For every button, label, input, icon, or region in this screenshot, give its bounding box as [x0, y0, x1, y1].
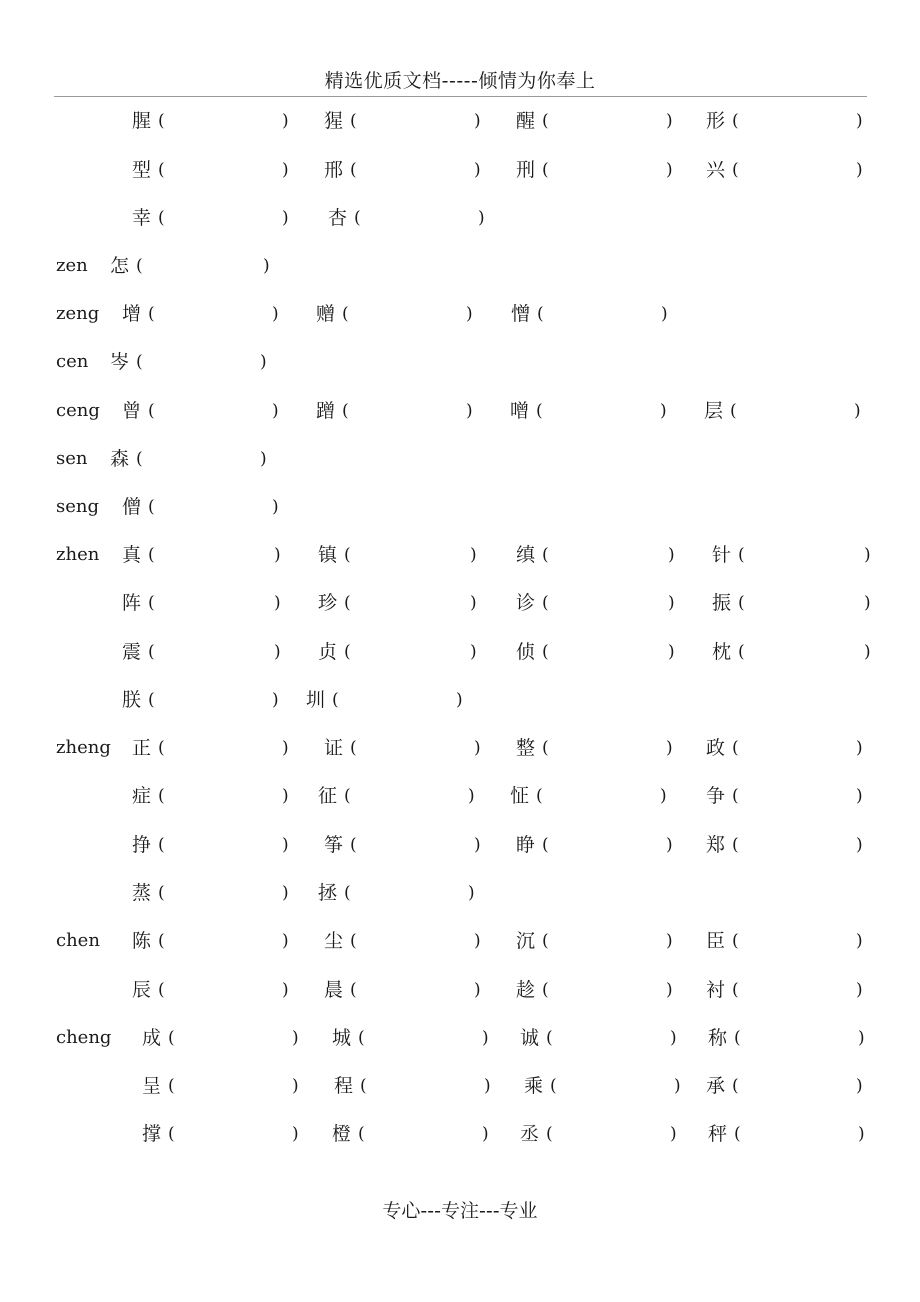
answer-blank-close-paren: ): [482, 1124, 489, 1144]
answer-blank-open-paren[interactable]: (: [732, 786, 739, 806]
answer-blank-open-paren[interactable]: (: [542, 931, 549, 951]
hanzi-char: 腥: [132, 110, 152, 132]
answer-blank-close-paren: ): [292, 1124, 299, 1144]
hanzi-char: 尘: [324, 930, 344, 952]
hanzi-char: 型: [132, 159, 152, 181]
answer-blank-close-paren: ): [660, 786, 667, 806]
hanzi-char: 成: [142, 1027, 162, 1049]
answer-blank-close-paren: ): [668, 593, 675, 613]
answer-blank-close-paren: ): [474, 835, 481, 855]
answer-blank-open-paren[interactable]: (: [158, 883, 165, 903]
answer-blank-close-paren: ): [470, 642, 477, 662]
hanzi-char: 真: [122, 544, 142, 566]
answer-blank-close-paren: ): [274, 545, 281, 565]
hanzi-char: 蒸: [132, 882, 152, 904]
answer-blank-close-paren: ): [856, 931, 863, 951]
hanzi-char: 称: [708, 1027, 728, 1049]
worksheet-row: [0, 396, 920, 426]
answer-blank-close-paren: ): [864, 642, 871, 662]
pinyin-label: ceng: [56, 400, 100, 421]
hanzi-char: 镇: [318, 544, 338, 566]
answer-blank-open-paren[interactable]: (: [542, 738, 549, 758]
answer-blank-close-paren: ): [282, 160, 289, 180]
answer-blank-close-paren: ): [282, 931, 289, 951]
pinyin-label: chen: [56, 930, 100, 951]
answer-blank-close-paren: ): [466, 304, 473, 324]
answer-blank-close-paren: ): [674, 1076, 681, 1096]
answer-blank-open-paren[interactable]: (: [148, 593, 155, 613]
hanzi-char: 珍: [318, 592, 338, 614]
hanzi-char: 承: [706, 1075, 726, 1097]
hanzi-char: 朕: [122, 689, 142, 711]
hanzi-char: 辰: [132, 979, 152, 1001]
hanzi-char: 杏: [328, 207, 348, 229]
answer-blank-open-paren[interactable]: (: [732, 835, 739, 855]
hanzi-char: 症: [132, 785, 152, 807]
hanzi-char: 征: [318, 785, 338, 807]
pinyin-label: sen: [56, 448, 88, 469]
answer-blank-close-paren: ): [856, 160, 863, 180]
answer-blank-open-paren[interactable]: (: [350, 111, 357, 131]
worksheet-row: [0, 830, 920, 860]
hanzi-char: 兴: [706, 159, 726, 181]
answer-blank-open-paren[interactable]: (: [148, 401, 155, 421]
answer-blank-open-paren[interactable]: (: [734, 1028, 741, 1048]
answer-blank-close-paren: ): [858, 1124, 865, 1144]
hanzi-char: 曾: [122, 400, 142, 422]
answer-blank-open-paren[interactable]: (: [738, 642, 745, 662]
hanzi-char: 晨: [324, 979, 344, 1001]
answer-blank-close-paren: ): [282, 786, 289, 806]
worksheet-row: [0, 975, 920, 1005]
answer-blank-close-paren: ): [272, 304, 279, 324]
answer-blank-open-paren[interactable]: (: [546, 1028, 553, 1048]
answer-blank-open-paren[interactable]: (: [546, 1124, 553, 1144]
answer-blank-open-paren[interactable]: (: [158, 208, 165, 228]
pinyin-label: cheng: [56, 1027, 112, 1048]
worksheet-row: [0, 685, 920, 715]
hanzi-char: 睁: [516, 834, 536, 856]
answer-blank-open-paren[interactable]: (: [732, 980, 739, 1000]
answer-blank-close-paren: ): [274, 593, 281, 613]
answer-blank-open-paren[interactable]: (: [550, 1076, 557, 1096]
answer-blank-close-paren: ): [282, 738, 289, 758]
hanzi-char: 岑: [110, 351, 130, 373]
hanzi-char: 整: [516, 737, 536, 759]
worksheet-row: [0, 878, 920, 908]
hanzi-char: 呈: [142, 1075, 162, 1097]
answer-blank-open-paren[interactable]: (: [342, 304, 349, 324]
worksheet-row: [0, 540, 920, 570]
hanzi-char: 争: [706, 785, 726, 807]
answer-blank-close-paren: ): [282, 980, 289, 1000]
answer-blank-close-paren: ): [668, 642, 675, 662]
worksheet-row: [0, 106, 920, 136]
hanzi-char: 挣: [132, 834, 152, 856]
worksheet-row: [0, 492, 920, 522]
hanzi-char: 针: [712, 544, 732, 566]
answer-blank-close-paren: ): [666, 111, 673, 131]
answer-blank-close-paren: ): [660, 401, 667, 421]
answer-blank-open-paren[interactable]: (: [542, 642, 549, 662]
answer-blank-open-paren[interactable]: (: [732, 1076, 739, 1096]
hanzi-char: 缜: [516, 544, 536, 566]
answer-blank-open-paren[interactable]: (: [542, 980, 549, 1000]
worksheet-row: [0, 444, 920, 474]
answer-blank-open-paren[interactable]: (: [158, 786, 165, 806]
answer-blank-open-paren[interactable]: (: [536, 401, 543, 421]
page-footer: 专心---专注---专业: [382, 1200, 538, 1222]
hanzi-char: 橙: [332, 1123, 352, 1145]
hanzi-char: 森: [110, 448, 130, 470]
hanzi-char: 振: [712, 592, 732, 614]
answer-blank-close-paren: ): [263, 256, 270, 276]
answer-blank-open-paren[interactable]: (: [158, 111, 165, 131]
answer-blank-close-paren: ): [666, 835, 673, 855]
hanzi-char: 怎: [110, 255, 130, 277]
hanzi-char: 枕: [712, 641, 732, 663]
answer-blank-close-paren: ): [856, 738, 863, 758]
answer-blank-close-paren: ): [858, 1028, 865, 1048]
answer-blank-open-paren[interactable]: (: [344, 593, 351, 613]
answer-blank-open-paren[interactable]: (: [732, 111, 739, 131]
hanzi-char: 形: [706, 110, 726, 132]
answer-blank-close-paren: ): [292, 1028, 299, 1048]
answer-blank-close-paren: ): [670, 1124, 677, 1144]
answer-blank-close-paren: ): [474, 980, 481, 1000]
worksheet-row: [0, 1071, 920, 1101]
hanzi-char: 衬: [706, 979, 726, 1001]
worksheet-row: [0, 155, 920, 185]
answer-blank-close-paren: ): [260, 352, 267, 372]
answer-blank-close-paren: ): [474, 931, 481, 951]
answer-blank-close-paren: ): [864, 545, 871, 565]
answer-blank-close-paren: ): [856, 111, 863, 131]
answer-blank-close-paren: ): [666, 738, 673, 758]
hanzi-char: 增: [122, 303, 142, 325]
answer-blank-open-paren[interactable]: (: [332, 690, 339, 710]
answer-blank-close-paren: ): [666, 931, 673, 951]
hanzi-char: 猩: [324, 110, 344, 132]
answer-blank-open-paren[interactable]: (: [358, 1124, 365, 1144]
hanzi-char: 层: [704, 400, 724, 422]
hanzi-char: 幸: [132, 207, 152, 229]
worksheet-row: [0, 251, 920, 281]
answer-blank-open-paren[interactable]: (: [542, 593, 549, 613]
answer-blank-open-paren[interactable]: (: [344, 786, 351, 806]
answer-blank-open-paren[interactable]: (: [354, 208, 361, 228]
answer-blank-open-paren[interactable]: (: [136, 256, 143, 276]
hanzi-char: 乘: [524, 1075, 544, 1097]
answer-blank-close-paren: ): [282, 835, 289, 855]
hanzi-char: 噌: [510, 400, 530, 422]
hanzi-char: 拯: [318, 882, 338, 904]
hanzi-char: 醒: [516, 110, 536, 132]
answer-blank-open-paren[interactable]: (: [542, 835, 549, 855]
answer-blank-close-paren: ): [864, 593, 871, 613]
answer-blank-close-paren: ): [292, 1076, 299, 1096]
answer-blank-open-paren[interactable]: (: [158, 980, 165, 1000]
answer-blank-close-paren: ): [468, 786, 475, 806]
answer-blank-close-paren: ): [666, 160, 673, 180]
answer-blank-open-paren[interactable]: (: [344, 883, 351, 903]
answer-blank-open-paren[interactable]: (: [537, 304, 544, 324]
answer-blank-open-paren[interactable]: (: [148, 545, 155, 565]
hanzi-char: 城: [332, 1027, 352, 1049]
hanzi-char: 撑: [142, 1123, 162, 1145]
answer-blank-close-paren: ): [668, 545, 675, 565]
answer-blank-close-paren: ): [272, 401, 279, 421]
answer-blank-open-paren[interactable]: (: [158, 160, 165, 180]
answer-blank-close-paren: ): [670, 1028, 677, 1048]
hanzi-char: 刑: [516, 159, 536, 181]
answer-blank-close-paren: ): [456, 690, 463, 710]
hanzi-char: 秤: [708, 1123, 728, 1145]
answer-blank-close-paren: ): [260, 449, 267, 469]
answer-blank-open-paren[interactable]: (: [738, 593, 745, 613]
answer-blank-open-paren[interactable]: (: [136, 449, 143, 469]
answer-blank-open-paren[interactable]: (: [350, 160, 357, 180]
hanzi-char: 震: [122, 641, 142, 663]
hanzi-char: 贞: [318, 641, 338, 663]
answer-blank-open-paren[interactable]: (: [158, 835, 165, 855]
answer-blank-open-paren[interactable]: (: [168, 1124, 175, 1144]
answer-blank-close-paren: ): [272, 690, 279, 710]
answer-blank-open-paren[interactable]: (: [350, 931, 357, 951]
answer-blank-open-paren[interactable]: (: [732, 160, 739, 180]
hanzi-char: 诊: [516, 592, 536, 614]
hanzi-char: 证: [324, 737, 344, 759]
pinyin-label: zeng: [56, 303, 100, 324]
answer-blank-close-paren: ): [856, 1076, 863, 1096]
worksheet-row: [0, 347, 920, 377]
answer-blank-open-paren[interactable]: (: [344, 642, 351, 662]
hanzi-char: 政: [706, 737, 726, 759]
answer-blank-close-paren: ): [661, 304, 668, 324]
answer-blank-close-paren: ): [474, 738, 481, 758]
answer-blank-open-paren[interactable]: (: [342, 401, 349, 421]
pinyin-label: cen: [56, 351, 89, 372]
worksheet-row: [0, 299, 920, 329]
answer-blank-close-paren: ): [272, 497, 279, 517]
answer-blank-close-paren: ): [274, 642, 281, 662]
worksheet-row: [0, 588, 920, 618]
answer-blank-close-paren: ): [856, 786, 863, 806]
answer-blank-close-paren: ): [482, 1028, 489, 1048]
answer-blank-close-paren: ): [474, 111, 481, 131]
answer-blank-close-paren: ): [282, 883, 289, 903]
answer-blank-open-paren[interactable]: (: [732, 931, 739, 951]
answer-blank-open-paren[interactable]: (: [148, 642, 155, 662]
answer-blank-open-paren[interactable]: (: [148, 497, 155, 517]
hanzi-char: 沉: [516, 930, 536, 952]
hanzi-char: 阵: [122, 592, 142, 614]
pinyin-label: seng: [56, 496, 100, 517]
answer-blank-close-paren: ): [466, 401, 473, 421]
answer-blank-open-paren[interactable]: (: [358, 1028, 365, 1048]
hanzi-char: 筝: [324, 834, 344, 856]
hanzi-char: 正: [132, 737, 152, 759]
hanzi-char: 丞: [520, 1123, 540, 1145]
worksheet-row: [0, 926, 920, 956]
hanzi-char: 僧: [122, 496, 142, 518]
answer-blank-open-paren[interactable]: (: [730, 401, 737, 421]
answer-blank-open-paren[interactable]: (: [734, 1124, 741, 1144]
hanzi-char: 赠: [316, 303, 336, 325]
hanzi-char: 臣: [706, 930, 726, 952]
worksheet-row: [0, 1119, 920, 1149]
answer-blank-open-paren[interactable]: (: [350, 980, 357, 1000]
answer-blank-open-paren[interactable]: (: [542, 160, 549, 180]
worksheet-row: [0, 781, 920, 811]
answer-blank-close-paren: ): [282, 111, 289, 131]
answer-blank-close-paren: ): [666, 980, 673, 1000]
answer-blank-open-paren[interactable]: (: [168, 1028, 175, 1048]
worksheet-row: [0, 203, 920, 233]
answer-blank-open-paren[interactable]: (: [536, 786, 543, 806]
answer-blank-open-paren[interactable]: (: [360, 1076, 367, 1096]
hanzi-char: 憎: [511, 303, 531, 325]
pinyin-label: zen: [56, 255, 88, 276]
worksheet-row: [0, 1023, 920, 1053]
answer-blank-open-paren[interactable]: (: [158, 931, 165, 951]
answer-blank-open-paren[interactable]: (: [350, 835, 357, 855]
answer-blank-open-paren[interactable]: (: [148, 690, 155, 710]
answer-blank-close-paren: ): [470, 593, 477, 613]
answer-blank-open-paren[interactable]: (: [542, 111, 549, 131]
answer-blank-close-paren: ): [478, 208, 485, 228]
answer-blank-open-paren[interactable]: (: [344, 545, 351, 565]
answer-blank-close-paren: ): [468, 883, 475, 903]
answer-blank-open-paren[interactable]: (: [136, 352, 143, 372]
answer-blank-open-paren[interactable]: (: [168, 1076, 175, 1096]
answer-blank-close-paren: ): [854, 401, 861, 421]
pinyin-label: zheng: [56, 737, 111, 758]
page-header: 精选优质文档-----倾情为你奉上: [324, 70, 596, 92]
answer-blank-close-paren: ): [470, 545, 477, 565]
answer-blank-close-paren: ): [474, 160, 481, 180]
hanzi-char: 圳: [306, 689, 326, 711]
hanzi-char: 趁: [516, 979, 536, 1001]
pinyin-label: zhen: [56, 544, 100, 565]
hanzi-char: 蹭: [316, 400, 336, 422]
hanzi-char: 怔: [510, 785, 530, 807]
hanzi-char: 郑: [706, 834, 726, 856]
answer-blank-open-paren[interactable]: (: [738, 545, 745, 565]
answer-blank-open-paren[interactable]: (: [542, 545, 549, 565]
answer-blank-open-paren[interactable]: (: [732, 738, 739, 758]
hanzi-char: 邢: [324, 159, 344, 181]
answer-blank-close-paren: ): [484, 1076, 491, 1096]
header-rule: [54, 96, 867, 97]
answer-blank-open-paren[interactable]: (: [350, 738, 357, 758]
worksheet-row: [0, 637, 920, 667]
answer-blank-close-paren: ): [282, 208, 289, 228]
hanzi-char: 程: [334, 1075, 354, 1097]
hanzi-char: 侦: [516, 641, 536, 663]
hanzi-char: 陈: [132, 930, 152, 952]
answer-blank-open-paren[interactable]: (: [148, 304, 155, 324]
answer-blank-close-paren: ): [856, 980, 863, 1000]
answer-blank-close-paren: ): [856, 835, 863, 855]
answer-blank-open-paren[interactable]: (: [158, 738, 165, 758]
hanzi-char: 诚: [520, 1027, 540, 1049]
worksheet-row: [0, 733, 920, 763]
